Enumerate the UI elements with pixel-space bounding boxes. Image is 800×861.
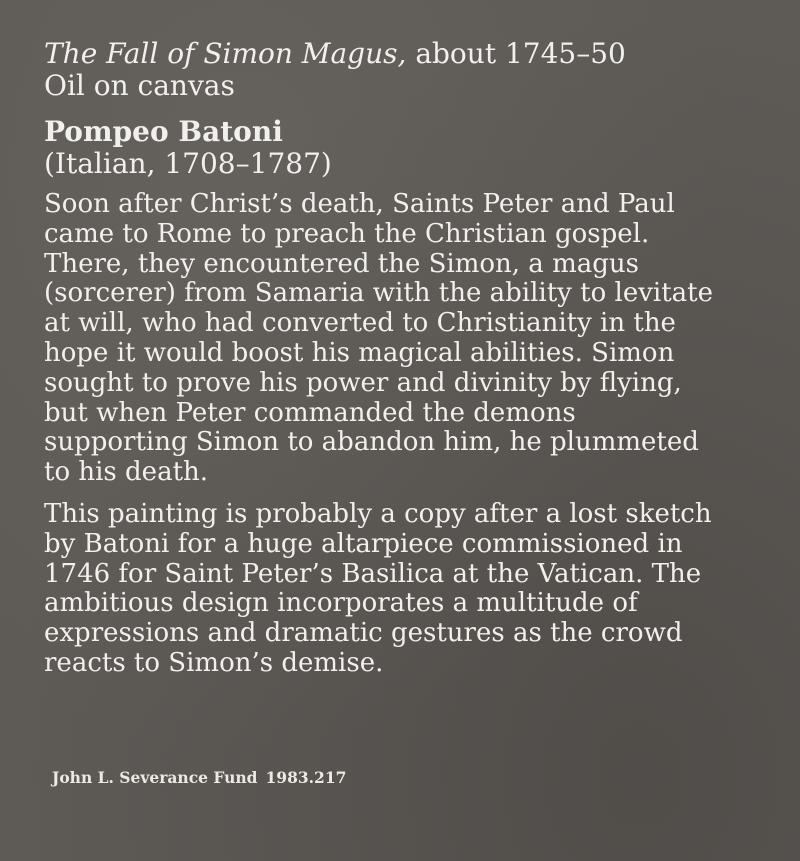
- artwork-title-line: [44, 38, 760, 70]
- credit-fund: John L. Severance Fund: [52, 768, 258, 787]
- artist-name: Pompeo Batoni: [44, 115, 283, 148]
- accession-number: 1983.217: [265, 768, 347, 787]
- artist-nationality-dates: (Italian, 1708–1787): [44, 147, 332, 180]
- artwork-medium: Oil on canvas: [44, 69, 235, 102]
- artwork-date: about 1745–50: [415, 37, 626, 70]
- artwork-title: The Fall of Simon Magus,: [44, 37, 407, 70]
- description-paragraph-1: Soon after Christ’s death, Saints Peter and Paul came to Rome to preach the Christian gospel. There, they encountered the Simon, a magus (sorcerer) from Samaria with the ability to levitate at will, who had converted to Christianity in the hope it would boost his magical abilities. Simon sought to prove his power and divinity by flying, but when Peter commanded the demons supporting Simon to abandon him, he plummeted to his death.: [44, 189, 713, 488]
- description-paragraph-2: This painting is probably a copy after a lost sketch by Batoni for a huge altarpiece commissioned in 1746 for Saint Peter’s Basilica at the Vatican. The ambitious design incorporates a multitude of expressions and dramatic gestures as the crowd reacts to Simon’s demise.: [44, 498, 712, 678]
- credit-line: [52, 768, 346, 788]
